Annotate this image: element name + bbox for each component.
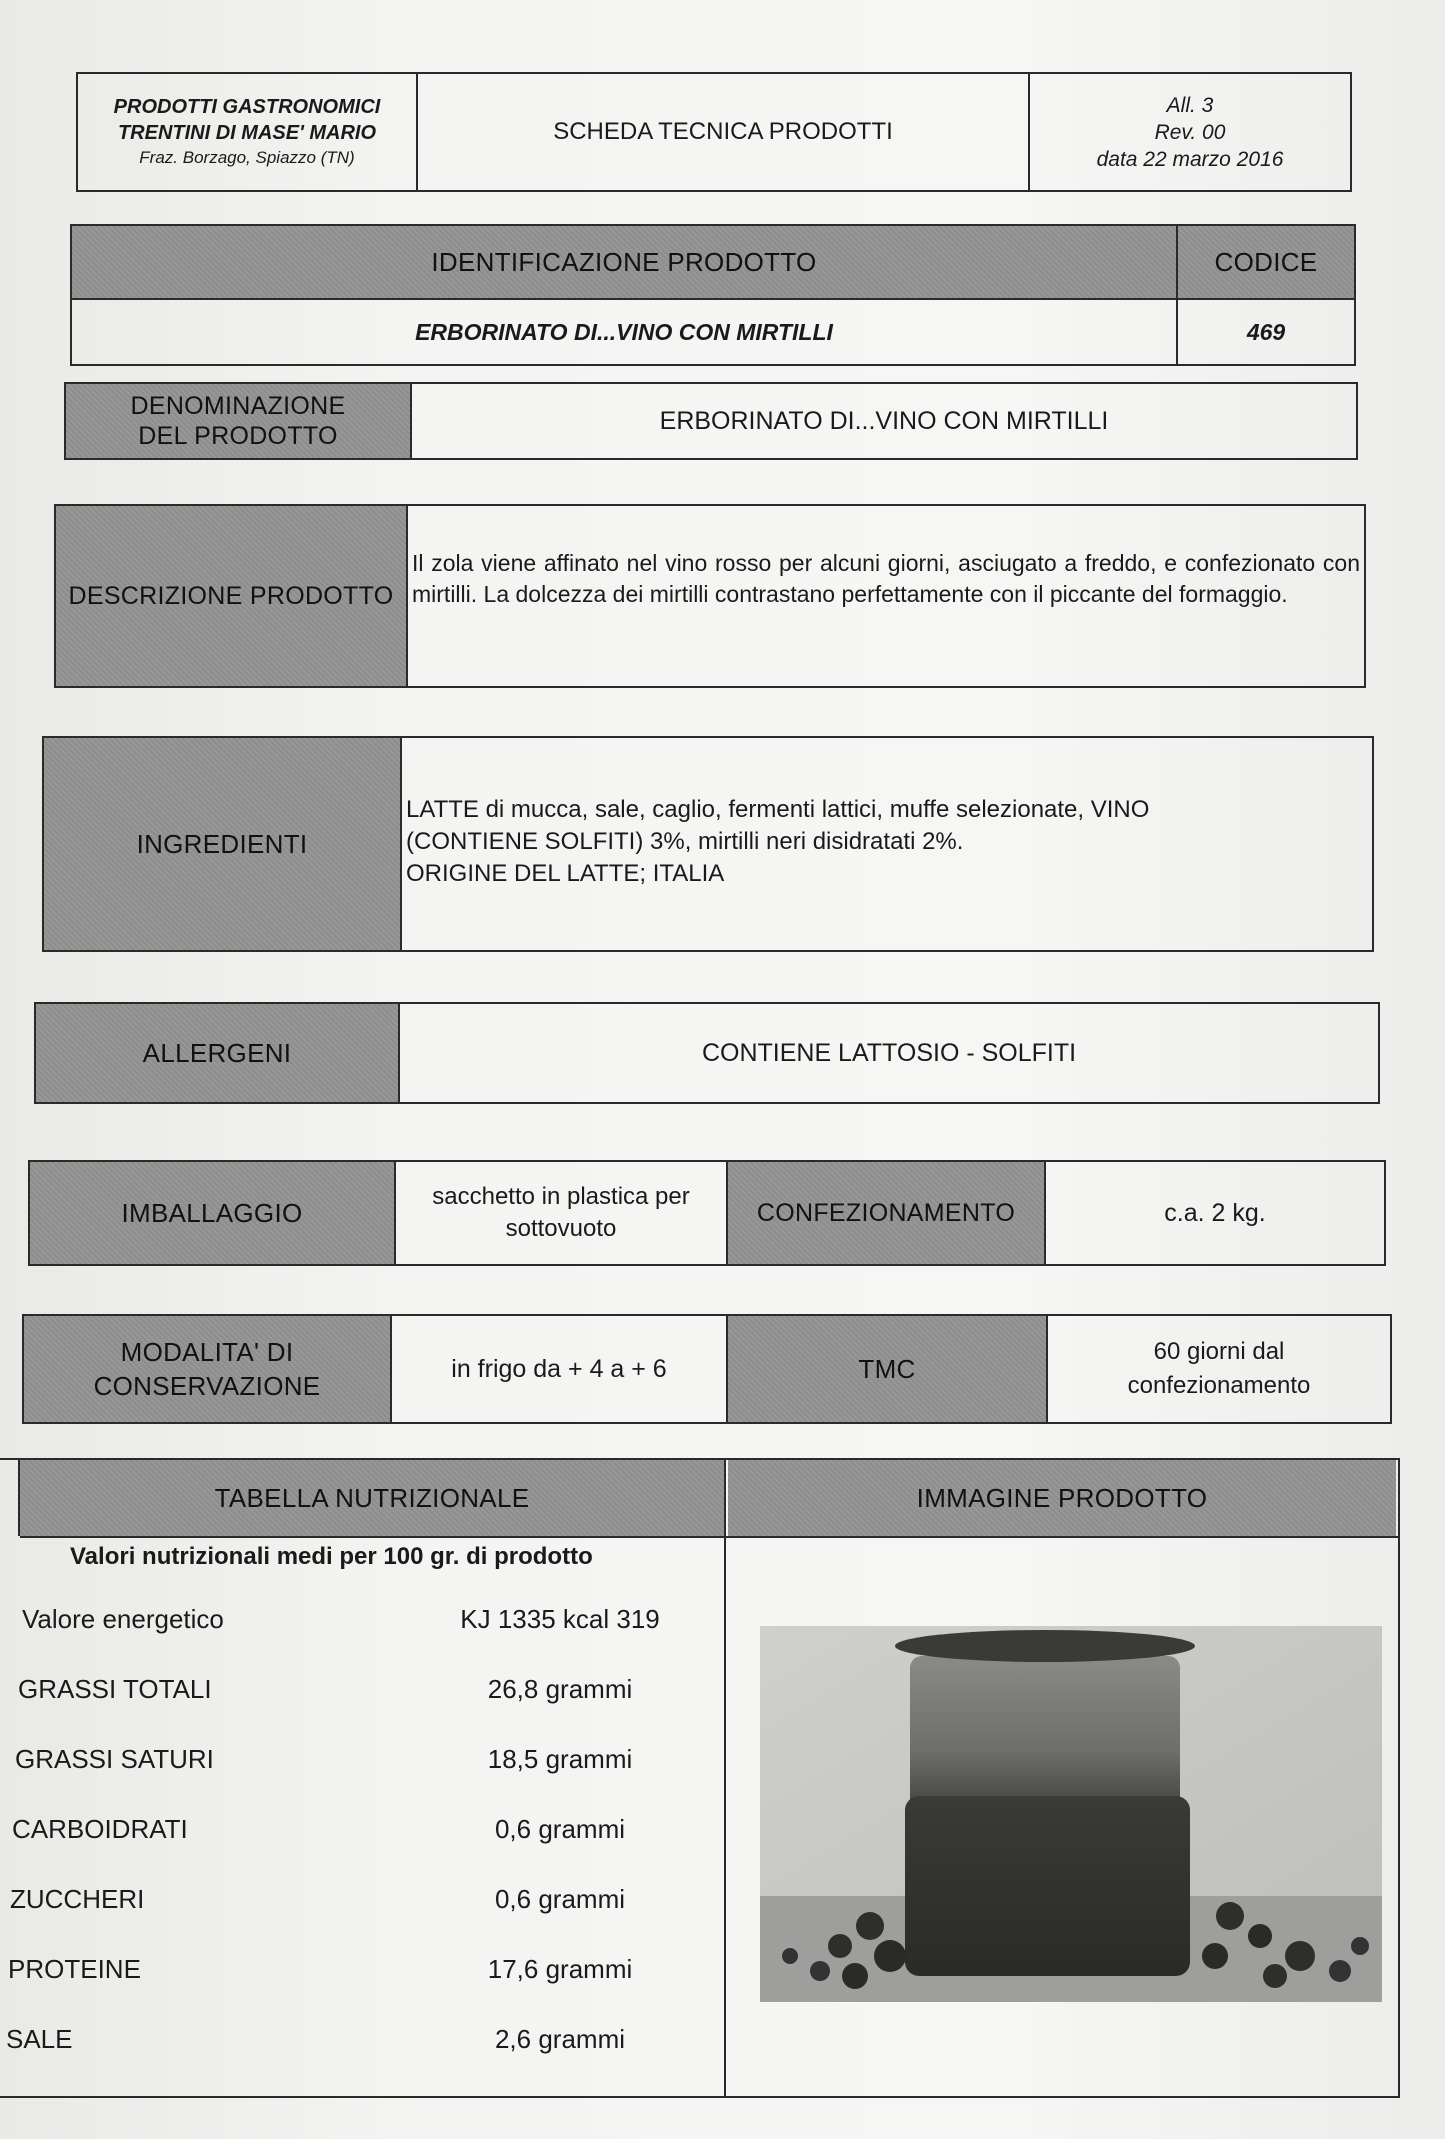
ingredients-line1: LATTE di mucca, sale, caglio, fermenti lattici, muffe selezionate, VINO [406,796,1150,823]
nutrient-name: PROTEINE [8,1954,141,1984]
denomination-box [64,382,1358,460]
nutrition-row [0,1734,720,1784]
cheese-image [760,1626,1382,2002]
nutrient-name: CARBOIDRATI [12,1814,188,1844]
ingredients-text [406,794,1366,890]
tmc-value-line2: confezionamento [1127,1372,1311,1399]
nutrition-row [0,1874,720,1924]
tmc-value-line1: 60 giorni dal [1153,1338,1285,1365]
denomination-label [66,384,410,458]
attachment-number: All. 3 [1166,93,1214,117]
code-header: CODICE [1178,226,1354,298]
nutrition-header: TABELLA NUTRIZIONALE [20,1460,724,1536]
nutrition-row [0,2014,720,2064]
nutrient-value: 26,8 grammi [487,1674,633,1704]
image-header: IMMAGINE PRODOTTO [728,1460,1396,1536]
description-box [54,504,1366,688]
nutrient-value: 18,5 grammi [487,1744,633,1774]
denomination-label-line1: DENOMINAZIONE [130,392,346,420]
packaging-value-line1: sacchetto in plastica per [432,1183,690,1210]
header-box [76,72,1352,192]
identification-box [70,224,1356,366]
nutrition-subheader: Valori nutrizionali medi per 100 gr. di prodotto [70,1543,593,1570]
allergens-value: CONTIENE LATTOSIO - SOLFITI [701,1039,1077,1067]
nutrient-name: ZUCCHERI [10,1884,145,1914]
nutrition-row [0,1944,720,1994]
nutrient-name: GRASSI SATURI [15,1744,214,1774]
nutrition-row [0,1664,720,1714]
storage-value: in frigo da + 4 a + 6 [451,1355,667,1383]
nutrition-table [0,1594,720,2094]
product-photo [760,1626,1382,2002]
packaging-box [28,1160,1386,1266]
denomination-label-line2: DEL PRODOTTO [138,422,338,450]
ingredients-label: INGREDIENTI [44,738,400,950]
ingredients-line2: (CONTIENE SOLFITI) 3%, mirtilli neri disidratati 2%. [406,828,964,855]
packaging-weight-value: c.a. 2 kg. [1164,1199,1266,1227]
nutrition-row [0,1804,720,1854]
company-address: Fraz. Borzago, Spiazzo (TN) [139,148,355,167]
nutrition-image-box [0,1458,1400,2098]
company-info [78,74,416,190]
tmc-label: TMC [728,1316,1046,1422]
nutrient-name: GRASSI TOTALI [18,1674,212,1704]
storage-box [22,1314,1392,1424]
nutrient-name: SALE [6,2024,73,2054]
company-name-line1: PRODOTTI GASTRONOMICI [113,96,381,118]
nutrition-row [0,1594,720,1644]
identification-header: IDENTIFICAZIONE PRODOTTO [72,226,1176,298]
nutrient-value: 0,6 grammi [494,1884,626,1914]
description-label: DESCRIZIONE PRODOTTO [56,506,406,686]
allergens-box [34,1002,1380,1104]
company-name-line2: TRENTINI DI MASE' MARIO [117,122,377,144]
storage-label-line1: MODALITA' DI [120,1337,294,1367]
packaging-label: IMBALLAGGIO [30,1162,394,1264]
product-name: ERBORINATO DI...VINO CON MIRTILLI [415,318,833,345]
ingredients-box [42,736,1374,952]
nutrient-value: 0,6 grammi [494,1814,626,1844]
storage-label-line2: CONSERVAZIONE [93,1371,321,1401]
product-code: 469 [1246,318,1286,345]
nutrient-value: 17,6 grammi [487,1954,633,1984]
nutrient-value: KJ 1335 kcal 319 [460,1604,660,1634]
storage-label [24,1316,390,1422]
nutrient-value: 2,6 grammi [494,2024,626,2054]
denomination-value: ERBORINATO DI...VINO CON MIRTILLI [659,407,1109,435]
allergens-label: ALLERGENI [36,1004,398,1102]
ingredients-origin: ORIGINE DEL LATTE; ITALIA [406,860,725,887]
revision-number: Rev. 00 [1154,120,1226,144]
doc-title: SCHEDA TECNICA PRODOTTI [553,118,893,145]
packaging-value-line2: sottovuoto [505,1215,617,1242]
tmc-value [1048,1316,1390,1422]
packaging-weight-label: CONFEZIONAMENTO [728,1162,1044,1264]
nutrient-name: Valore energetico [22,1604,224,1634]
revision-info [1030,74,1350,190]
revision-date: data 22 marzo 2016 [1096,147,1284,171]
packaging-value [396,1162,726,1264]
description-text: Il zola viene affinato nel vino rosso per alcuni giorni, asciugato a freddo, e confezionato con mirtilli. La dolcezza dei mirtilli contrastano perfettamente con il piccante del formaggio. [412,550,1360,607]
